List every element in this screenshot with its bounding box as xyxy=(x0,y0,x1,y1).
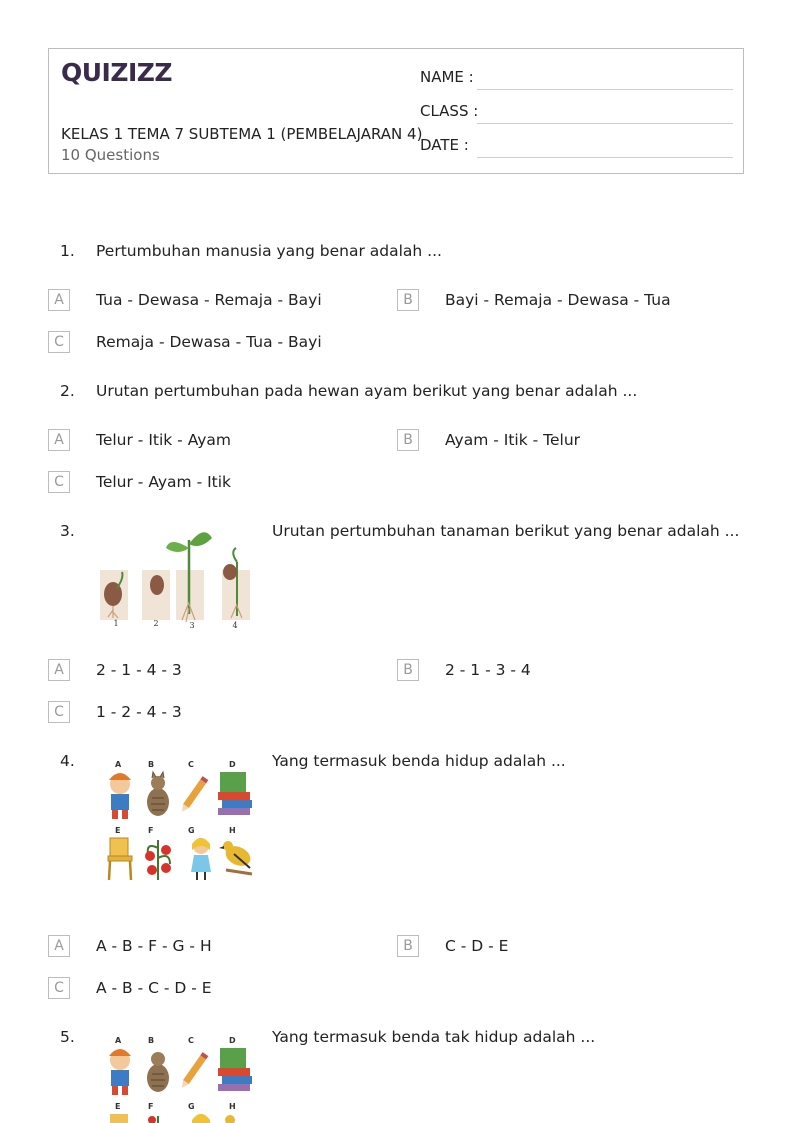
question-number: 4. xyxy=(60,752,75,770)
option-text: Remaja - Dewasa - Tua - Bayi xyxy=(96,333,322,351)
question-number: 1. xyxy=(60,242,75,260)
image-label: 3 xyxy=(189,621,195,630)
date-line xyxy=(477,157,733,158)
option-text: Telur - Ayam - Itik xyxy=(96,473,232,491)
question-number: 5. xyxy=(60,1028,75,1046)
question-count: 10 Questions xyxy=(61,146,160,164)
option-text: C - D - E xyxy=(445,937,509,955)
quizizz-logo: QUIZIZZ xyxy=(61,58,173,87)
option-letter-box: A xyxy=(48,429,70,451)
option-letter-box: C xyxy=(48,701,70,723)
question-text: Urutan pertumbuhan pada hewan ayam berikut yang benar adalah ... xyxy=(96,382,638,400)
plant-growth-image xyxy=(96,518,260,634)
image-label: D xyxy=(229,760,236,769)
question-text: Yang termasuk benda tak hidup adalah ... xyxy=(272,1028,596,1046)
image-label: H xyxy=(229,826,236,835)
name-line xyxy=(477,89,733,90)
name-label: NAME : xyxy=(420,68,474,86)
class-line xyxy=(477,123,733,124)
question-text: Pertumbuhan manusia yang benar adalah ... xyxy=(96,242,442,260)
option-text: Telur - Itik - Ayam xyxy=(96,431,232,449)
option-letter-box: B xyxy=(397,659,419,681)
option-text: A - B - F - G - H xyxy=(96,937,212,955)
date-label: DATE : xyxy=(420,136,469,154)
image-label: E xyxy=(115,826,121,835)
question-number: 3. xyxy=(60,522,75,540)
living-things-image xyxy=(100,1034,260,1123)
option-letter-box: B xyxy=(397,429,419,451)
option-letter-box: C xyxy=(48,471,70,493)
image-label: C xyxy=(188,1036,194,1045)
image-label: B xyxy=(148,760,155,769)
option-letter-box: A xyxy=(48,289,70,311)
image-label: A xyxy=(115,760,122,769)
question-text: Urutan pertumbuhan tanaman berikut yang benar adalah ... xyxy=(272,522,740,540)
option-letter-box: B xyxy=(397,935,419,957)
option-letter-box: C xyxy=(48,331,70,353)
option-text: Ayam - Itik - Telur xyxy=(445,431,581,449)
image-label: G xyxy=(188,826,195,835)
image-label: 4 xyxy=(232,621,238,630)
question-number: 2. xyxy=(60,382,75,400)
image-label: D xyxy=(229,1036,236,1045)
image-label: F xyxy=(148,826,154,835)
option-text: Tua - Dewasa - Remaja - Bayi xyxy=(96,291,322,309)
image-label: B xyxy=(148,1036,155,1045)
option-text: 2 - 1 - 3 - 4 xyxy=(445,661,531,679)
option-text: A - B - C - D - E xyxy=(96,979,212,997)
question-text: Yang termasuk benda hidup adalah ... xyxy=(272,752,566,770)
option-letter-box: C xyxy=(48,977,70,999)
image-label: F xyxy=(148,1102,154,1111)
worksheet-title: KELAS 1 TEMA 7 SUBTEMA 1 (PEMBELAJARAN 4) xyxy=(61,125,423,143)
option-text: Bayi - Remaja - Dewasa - Tua xyxy=(445,291,671,309)
image-label: 1 xyxy=(113,619,119,628)
image-label: C xyxy=(188,760,194,769)
image-label: 2 xyxy=(153,619,159,628)
option-text: 1 - 2 - 4 - 3 xyxy=(96,703,182,721)
option-letter-box: B xyxy=(397,289,419,311)
image-label: E xyxy=(115,1102,121,1111)
class-label: CLASS : xyxy=(420,102,479,120)
image-label: H xyxy=(229,1102,236,1111)
image-label: A xyxy=(115,1036,122,1045)
living-things-image xyxy=(100,758,260,884)
option-text: 2 - 1 - 4 - 3 xyxy=(96,661,182,679)
option-letter-box: A xyxy=(48,659,70,681)
worksheet-header xyxy=(48,48,744,174)
image-label: G xyxy=(188,1102,195,1111)
option-letter-box: A xyxy=(48,935,70,957)
